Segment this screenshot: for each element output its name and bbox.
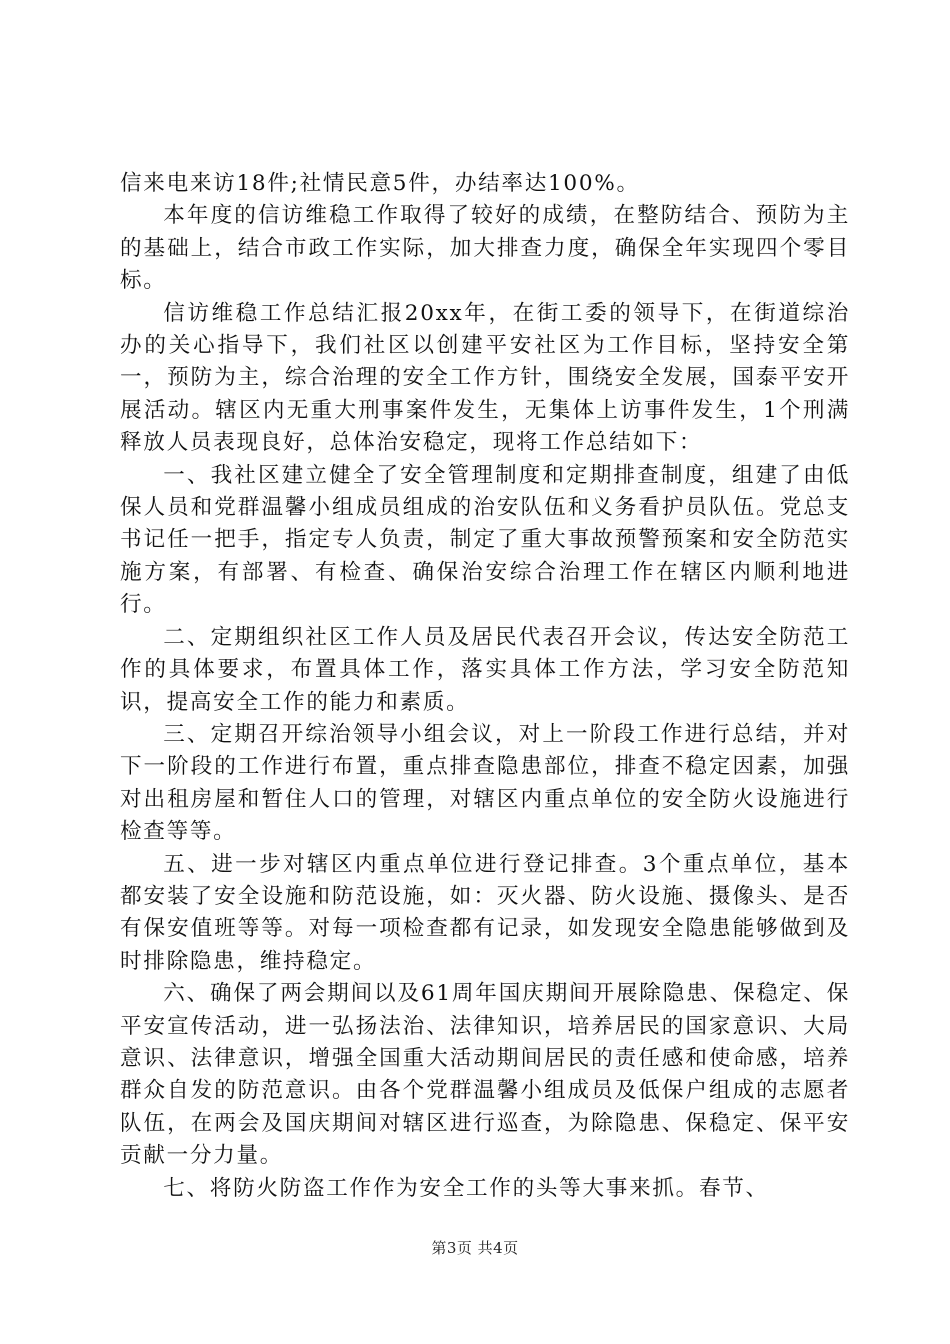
paragraph-continuation: 信来电来访18件;社情民意5件，办结率达100%。 (120, 171, 640, 196)
page-footer (0, 1238, 950, 1258)
paragraph-item-7: 七、将防火防盗工作作为安全工作的头等大事来抓。春节、 (163, 1175, 769, 1201)
document-body (120, 168, 850, 1205)
paragraph-item-5: 五、进一步对辖区内重点单位进行登记排查。3个重点单位，基本都安装了安全设施和防范设施，如：灭火器、防火设施、摄像头、是否有保安值班等等。对每一项检查都有记录，如发现安全隐患能够做到及时排除隐患，维持稳定。 (120, 851, 850, 974)
paragraph-report-intro: 信访维稳工作总结汇报20xx年，在街工委的领导下，在街道综治办的关心指导下，我们社区以创建平安社区为工作目标，坚持安全第一，预防为主，综合治理的安全工作方针，围绕安全发展，国泰平安开展活动。辖区内无重大刑事案件发生，无集体上访事件发生，1个刑满释放人员表现良好，总体治安稳定，现将工作总结如下： (120, 300, 850, 456)
paragraph-item-1: 一、我社区建立健全了安全管理制度和定期排查制度，组建了由低保人员和党群温馨小组成员组成的治安队伍和义务看护员队伍。党总支书记任一把手，指定专人负责，制定了重大事故预警预案和安全防范实施方案，有部署、有检查、确保治安综合治理工作在辖区内顺利地进行。 (120, 462, 850, 618)
paragraph-item-3: 三、定期召开综治领导小组会议，对上一阶段工作进行总结，并对下一阶段的工作进行布置，重点排查隐患部位，排查不稳定因素，加强对出租房屋和暂住人口的管理，对辖区内重点单位的安全防火设施进行检查等等。 (120, 721, 850, 845)
page-number: 第3页 共4页 (431, 1239, 519, 1257)
paragraph-summary: 本年度的信访维稳工作取得了较好的成绩，在整防结合、预防为主的基础上，结合市政工作实际，加大排查力度，确保全年实现四个零目标。 (120, 203, 850, 294)
paragraph-item-2: 二、定期组织社区工作人员及居民代表召开会议，传达安全防范工作的具体要求，布置具体工作，落实具体工作方法，学习安全防范知识，提高安全工作的能力和素质。 (120, 624, 850, 715)
paragraph-item-6: 六、确保了两会期间以及61周年国庆期间开展除隐患、保稳定、保平安宣传活动，进一弘扬法治、法律知识，培养居民的国家意识、大局意识、法律意识，增强全国重大活动期间居民的责任感和使命感，培养群众自发的防范意识。由各个党群温馨小组成员及低保户组成的志愿者队伍，在两会及国庆期间对辖区进行巡查，为除隐患、保稳定、保平安贡献一分力量。 (120, 981, 850, 1169)
